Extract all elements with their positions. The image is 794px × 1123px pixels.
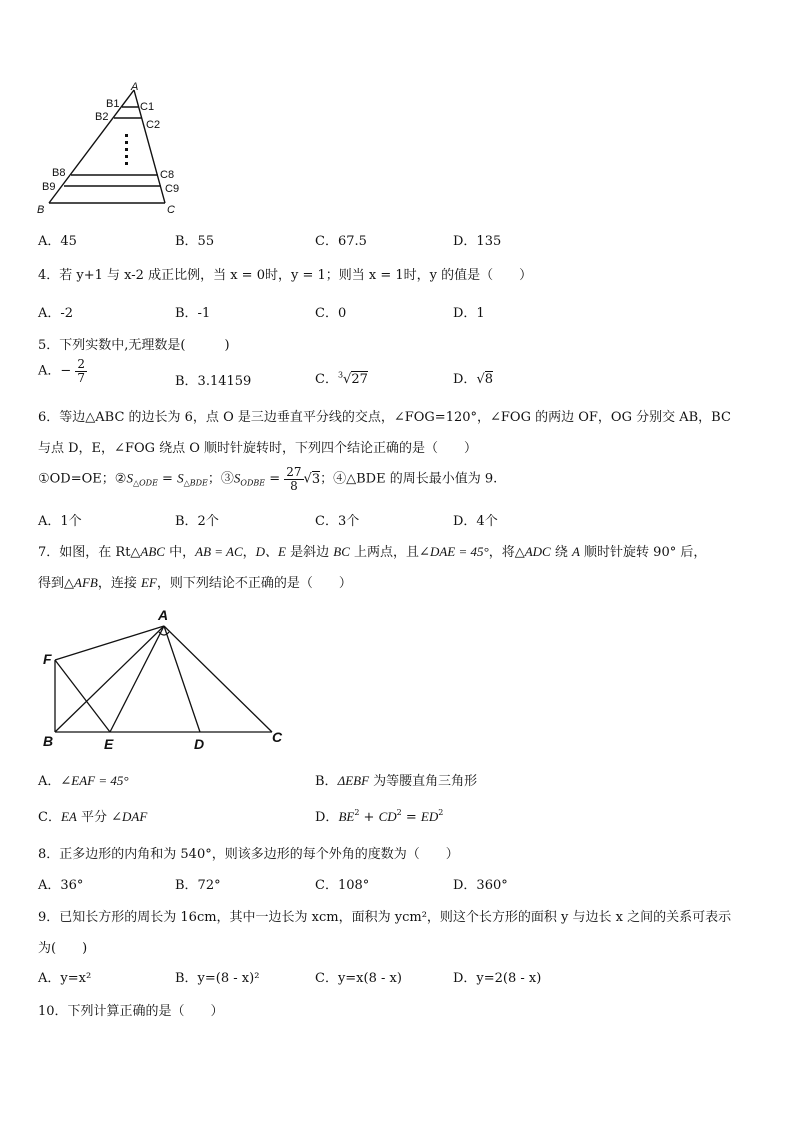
q9-stem-line1: 9．已知长方形的周长为 16cm，其中一边长为 xcm，面积为 ycm²，则这个长方形的面积 y 与边长 x 之间的关系可表示 — [38, 910, 732, 925]
q6-conclusions — [38, 466, 497, 492]
q8-option-b[interactable]: B．72° — [175, 878, 221, 893]
area-symbol: S — [233, 470, 241, 486]
label-D: D — [194, 736, 205, 752]
q6-option-d[interactable]: D．4个 — [453, 514, 498, 529]
q9-option-b[interactable]: B．y=(8 - x)² — [175, 971, 260, 986]
label-A: A — [131, 82, 139, 93]
q10-stem: 10．下列计算正确的是（ ） — [38, 1004, 224, 1019]
q5-stem: 5．下列实数中,无理数是( ) — [38, 338, 230, 353]
area-subscript: ODBE — [240, 478, 266, 488]
q5-option-d-prefix: D． — [453, 372, 477, 387]
area-subscript: △BDE — [183, 478, 208, 488]
area-subscript: △ODE — [132, 478, 158, 488]
q7-option-c[interactable]: C．EA 平分 ∠DAF — [38, 809, 148, 825]
radicand: 27 — [351, 372, 368, 387]
q6-stem-line1: 6．等边△ABC 的边长为 6，点 O 是三边垂直平分线的交点，∠FOG=120°，∠FOG 的两边 OF，OG 分别交 AB，BC — [38, 410, 731, 425]
q9-option-d[interactable]: D．y=2(8 - x) — [453, 971, 542, 986]
label-F: F — [43, 651, 52, 667]
q5-option-a-prefix: A．− — [38, 363, 72, 379]
q9-option-a[interactable]: A．y=x² — [38, 971, 92, 986]
triangle-figure-1 — [34, 82, 194, 216]
equals: = — [157, 471, 178, 487]
q9-stem-line2: 为( ) — [38, 941, 88, 956]
q3-option-a[interactable]: A．45 — [38, 234, 77, 249]
q3-option-c[interactable]: C．67.5 — [315, 234, 367, 249]
q8-option-d[interactable]: D．360° — [453, 878, 508, 893]
label-C9: C9 — [165, 183, 180, 195]
label-C: C — [167, 204, 175, 216]
radical-icon: √ — [303, 471, 312, 487]
q5-option-b[interactable]: B．3.14159 — [175, 374, 252, 389]
q8-stem: 8．正多边形的内角和为 540°，则该多边形的每个外角的度数为（ ） — [38, 847, 459, 862]
q8-option-a[interactable]: A．36° — [38, 878, 84, 893]
q4-option-c[interactable]: C．0 — [315, 306, 347, 321]
cube-root-index: 3 — [337, 370, 344, 380]
q5-option-c-prefix: C． — [315, 372, 338, 387]
q8-option-c[interactable]: C．108° — [315, 878, 370, 893]
label-C8: C8 — [160, 169, 175, 181]
area-symbol: S — [177, 470, 184, 486]
label-C: C — [272, 729, 283, 745]
label-B: B — [43, 733, 54, 749]
label-C1: C1 — [140, 101, 155, 113]
q4-option-d[interactable]: D．1 — [453, 306, 485, 321]
radical-icon: √ — [343, 372, 352, 387]
label-B1: B1 — [106, 98, 120, 110]
q4-option-a[interactable]: A．-2 — [38, 306, 74, 321]
label-B2: B2 — [95, 111, 109, 123]
q5-option-d[interactable] — [453, 368, 493, 387]
q7-option-d[interactable]: D．$BE^2 + CD^2 = ED^2$ — [315, 808, 444, 825]
radicand: 3 — [311, 471, 321, 487]
q4-stem: 4．若 y+1 与 x-2 成正比例，当 x = 0时，y = 1；则当 x = 1时，y 的值是（ ） — [38, 268, 533, 283]
q4-option-b[interactable]: B．-1 — [175, 306, 211, 321]
conclusion-1: ①OD=OE；② — [38, 471, 127, 487]
q5-option-c[interactable] — [315, 368, 368, 387]
fraction: $\frac{2}{7}$ — [77, 357, 86, 385]
label-B: B — [37, 204, 45, 216]
label-A: A — [158, 607, 169, 623]
equals: = — [265, 471, 285, 487]
area-symbol: S — [126, 470, 133, 486]
label-B9: B9 — [42, 181, 56, 193]
q3-option-d[interactable]: D．135 — [453, 234, 502, 249]
q6-option-c[interactable]: C．3个 — [315, 514, 360, 529]
radicand: 8 — [484, 372, 494, 387]
conclusion-3-prefix: ；③ — [207, 471, 234, 487]
q3-option-b[interactable]: B．55 — [175, 234, 215, 249]
radical-icon: √ — [476, 372, 485, 387]
q7-option-a[interactable]: A．∠EAF = 45° — [38, 773, 129, 789]
q7-stem-line2: 得到△AFB，连接 EF，则下列结论不正确的是（ ） — [38, 575, 352, 591]
label-C2: C2 — [146, 119, 161, 131]
q5-option-a[interactable] — [38, 358, 87, 384]
q9-option-c[interactable]: C．y=x(8 - x) — [315, 971, 402, 986]
label-E: E — [104, 736, 114, 752]
label-B8: B8 — [52, 167, 66, 179]
triangle-figure-2 — [40, 606, 290, 752]
q7-stem-line1: 7．如图，在 Rt△ABC 中，AB = AC，D、E 是斜边 BC 上两点，且∠DAE = 45°，将△ADC 绕 A 顺时针旋转 90° 后， — [38, 544, 707, 560]
q6-option-a[interactable]: A．1个 — [38, 514, 82, 529]
conclusion-4: ；④△BDE 的周长最小值为 9. — [320, 471, 498, 487]
q6-stem-line2: 与点 D，E，∠FOG 绕点 O 顺时针旋转时，下列四个结论正确的是（ ） — [38, 441, 478, 456]
q7-option-b[interactable]: B．ΔEBF 为等腰直角三角形 — [315, 773, 478, 789]
q6-option-b[interactable]: B．2个 — [175, 514, 219, 529]
fraction: $\frac{27}{8}$ — [286, 465, 302, 493]
